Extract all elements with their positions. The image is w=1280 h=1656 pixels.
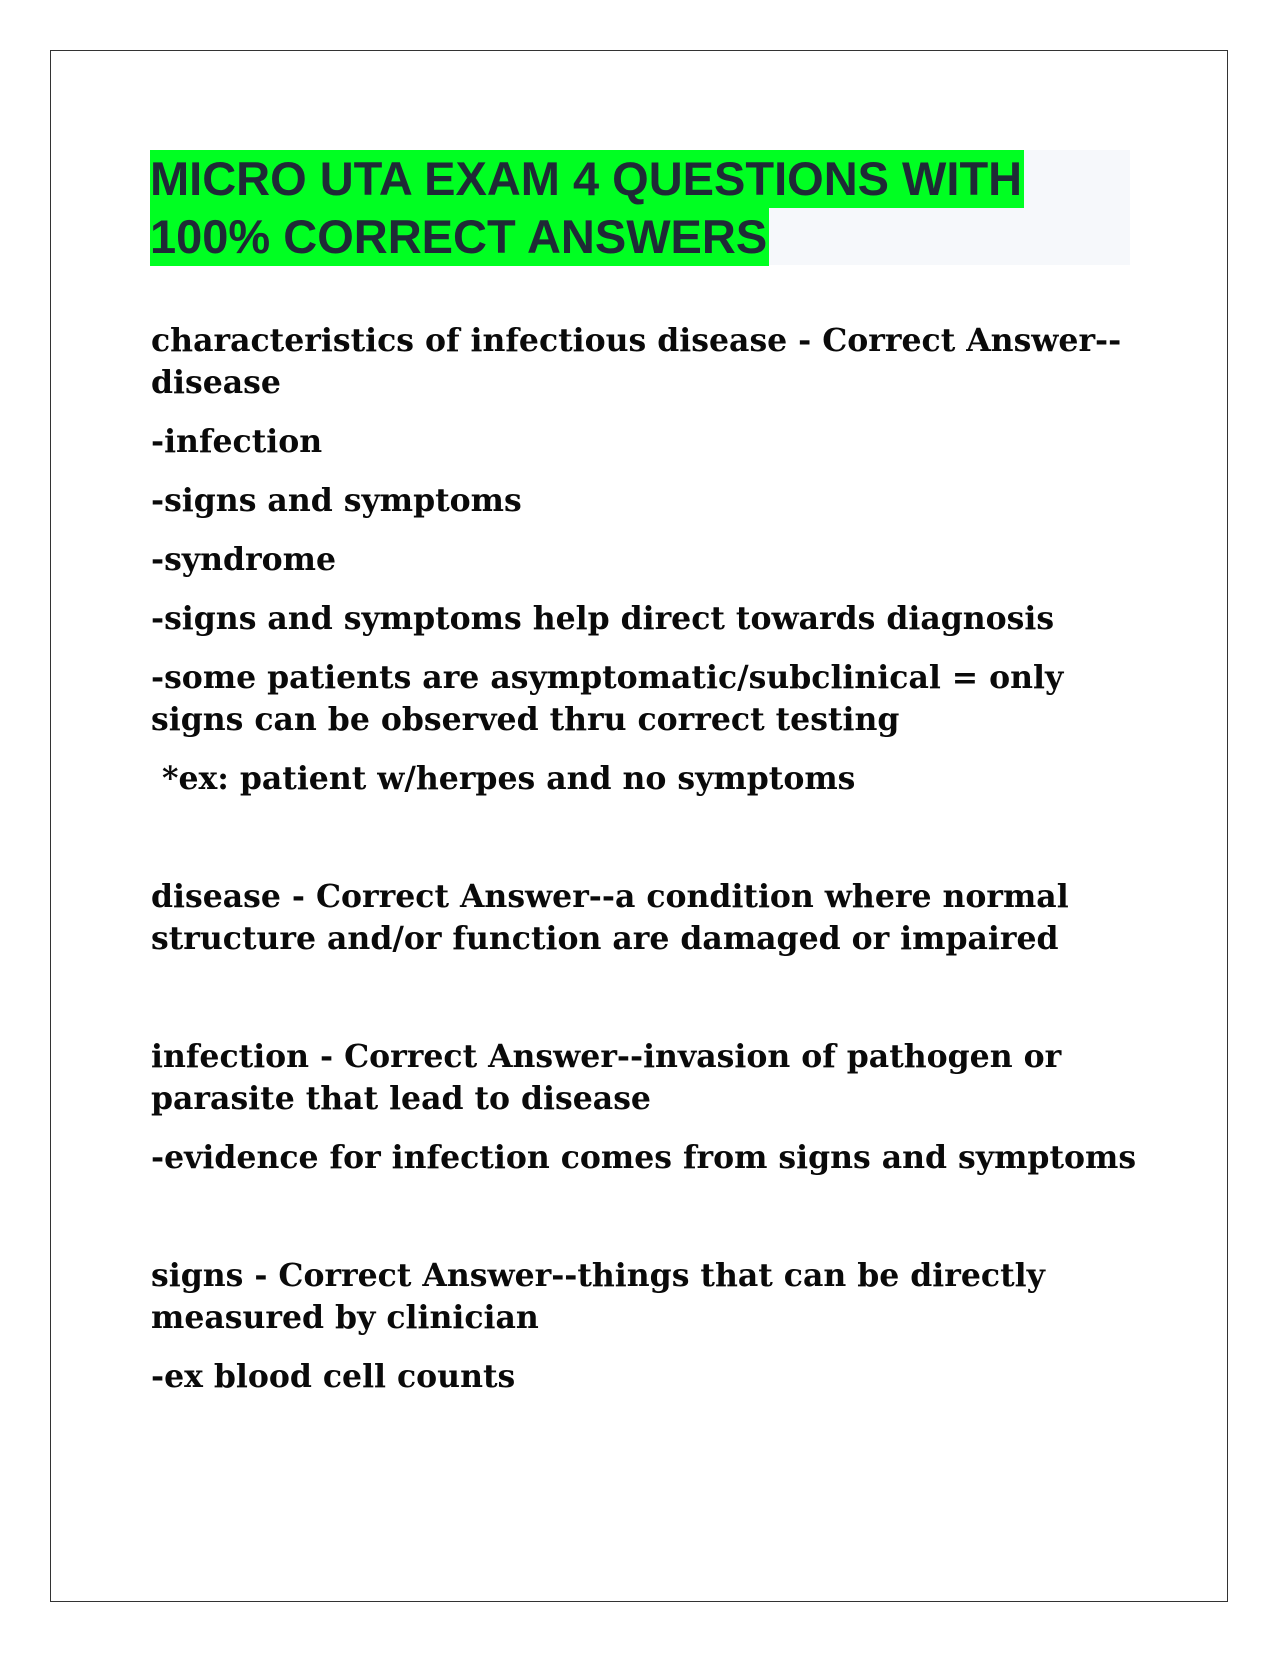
- qa-paragraph: -signs and symptoms: [151, 482, 522, 519]
- qa-paragraph: signs - Correct Answer--things that can be directly measured by clinician: [151, 1257, 1045, 1336]
- qa-paragraph: -evidence for infection comes from signs and symptoms: [151, 1139, 1137, 1176]
- qa-entry-characteristics: [151, 320, 1141, 800]
- qa-paragraph: disease - Correct Answer--a condition where normal structure and/or function are damaged or impaired: [151, 878, 1069, 957]
- qa-paragraph: -ex blood cell counts: [151, 1358, 516, 1395]
- qa-paragraph: characteristics of infectious disease - Correct Answer--disease: [151, 322, 1122, 401]
- document-title: [150, 150, 1130, 265]
- title-line-2: 100% CORRECT ANSWERS: [150, 208, 769, 266]
- qa-paragraph: *ex: patient w/herpes and no symptoms: [151, 760, 856, 797]
- qa-paragraph: infection - Correct Answer--invasion of pathogen or parasite that lead to disease: [151, 1038, 1062, 1117]
- qa-entry-signs: [151, 1255, 1141, 1398]
- qa-paragraph: -some patients are asymptomatic/subclinical = only signs can be observed thru correct testing: [151, 659, 1064, 738]
- qa-paragraph: -infection: [151, 423, 323, 460]
- title-line-1: MICRO UTA EXAM 4 QUESTIONS WITH: [150, 150, 1024, 208]
- qa-paragraph: -signs and symptoms help direct towards diagnosis: [151, 600, 1055, 637]
- qa-paragraph: -syndrome: [151, 541, 337, 578]
- qa-entry-disease: [151, 876, 1141, 960]
- question-list: [151, 320, 1141, 1398]
- qa-entry-infection: [151, 1036, 1141, 1179]
